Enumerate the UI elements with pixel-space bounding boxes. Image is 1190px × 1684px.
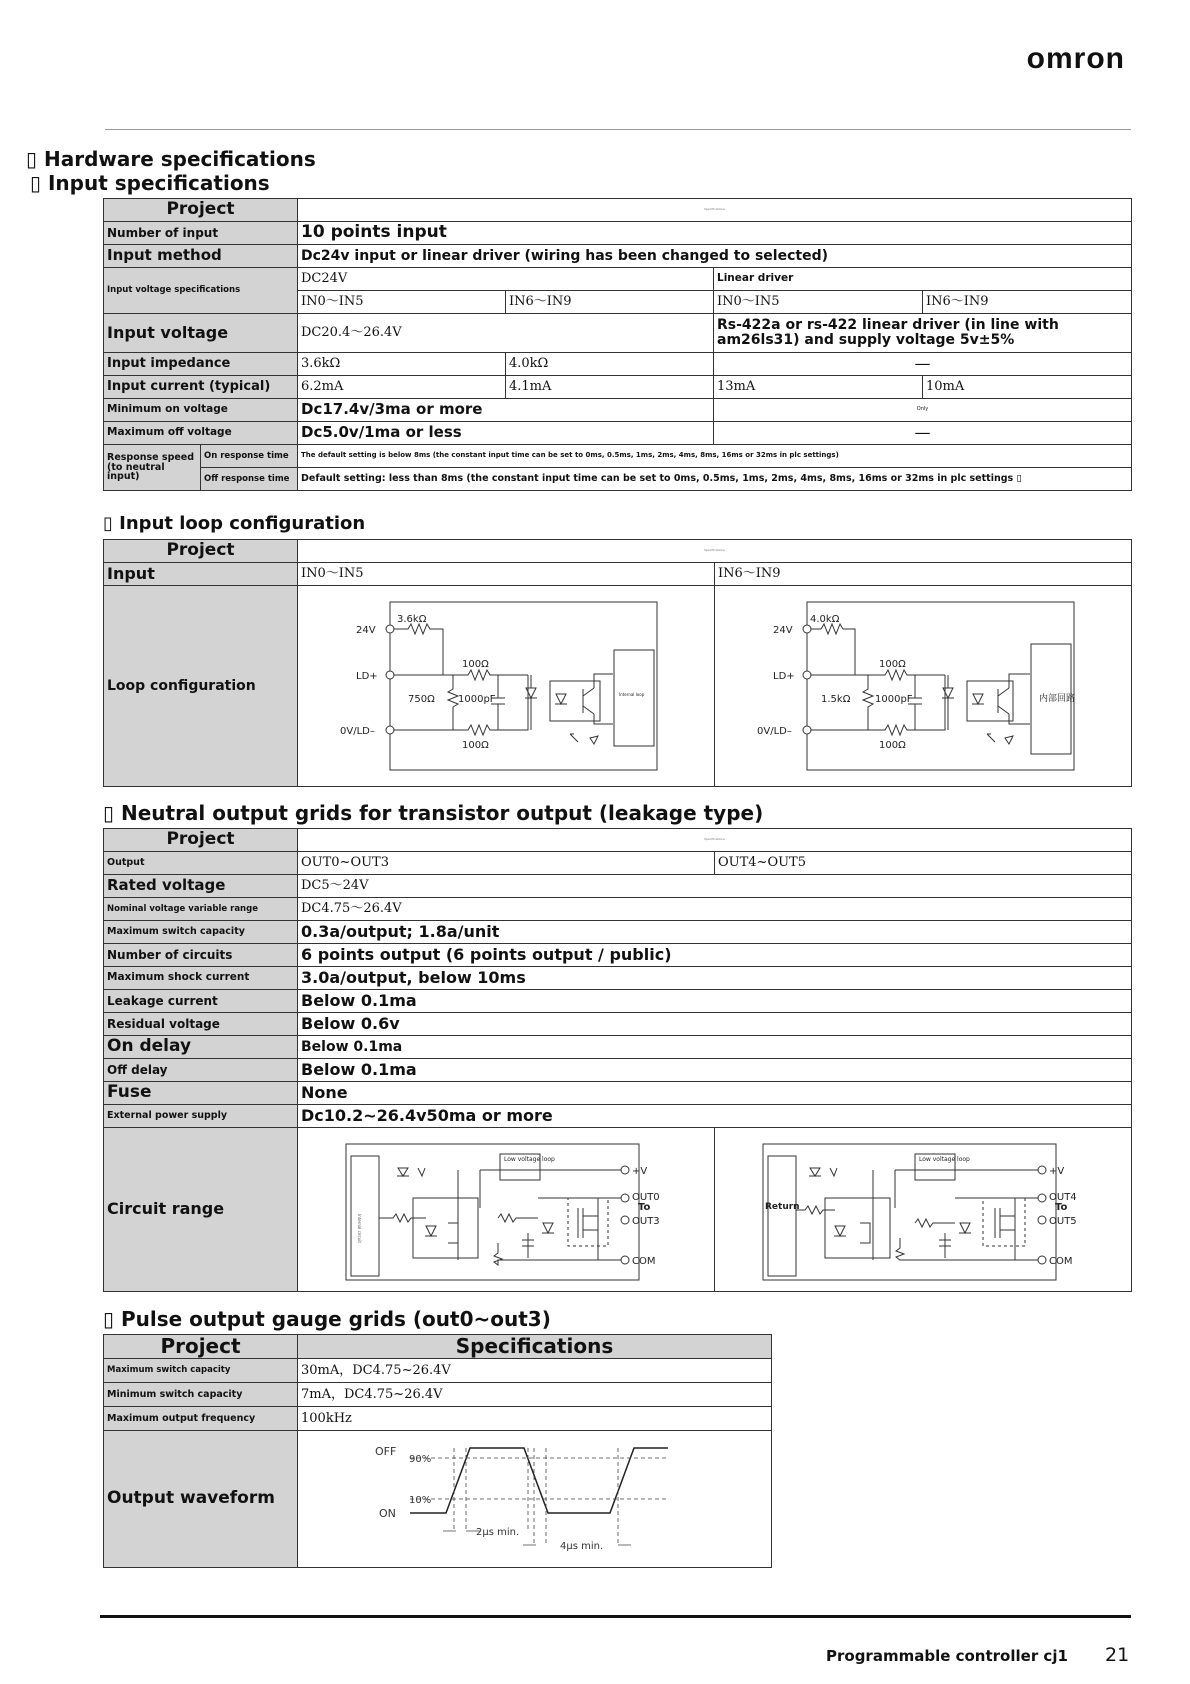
input-method-label: Input method: [104, 245, 298, 268]
oc1-com: COM: [632, 1256, 656, 1267]
oc2-to: To: [1055, 1202, 1068, 1213]
circuit-range-label: Circuit range: [104, 1128, 298, 1292]
output-waveform-label: Output waveform: [104, 1431, 298, 1568]
pulse-max-label: Maximum switch capacity: [104, 1359, 298, 1383]
pulse-min-label: Minimum switch capacity: [104, 1383, 298, 1407]
oc2-return: Return: [765, 1202, 800, 1212]
nominal-range-value: DC4.75～26.4V: [298, 898, 1132, 921]
input-loop-table: [103, 539, 1132, 787]
input-circuit-diagram-1: [298, 586, 713, 782]
input-spec-heading: ▯ Input specifications: [30, 171, 270, 195]
loop-project-header: Project: [104, 540, 298, 563]
input-loop-heading: ▯ Input loop configuration: [103, 513, 366, 534]
pulse-min-value: 7mA，DC4.75~26.4V: [298, 1383, 772, 1407]
wave-90: 90%: [409, 1454, 432, 1465]
pulse-project-header: Project: [104, 1335, 298, 1359]
input-current-label: Input current (typical): [104, 376, 298, 399]
output-circuit-diagram-2: [715, 1128, 1130, 1287]
off-response-label: Off response time: [201, 468, 298, 491]
c1-r-bot: 100Ω: [462, 740, 489, 751]
oc2-out5: OUT5: [1049, 1216, 1077, 1227]
footer-title: Programmable controller cj1: [826, 1647, 1068, 1665]
c1-r-par: 750Ω: [408, 694, 435, 705]
max-off-voltage-value: Dc5.0v/1ma or less: [298, 422, 714, 445]
impedance-b: 4.0kΩ: [506, 353, 714, 376]
off-delay-label: Off delay: [104, 1059, 298, 1082]
pulse-output-table: [103, 1334, 772, 1568]
c2-r-top: 4.0kΩ: [810, 614, 840, 625]
input-voltage-label: Input voltage: [104, 314, 298, 353]
neutral-output-table: [103, 828, 1132, 1292]
dc24v-header: DC24V: [298, 268, 714, 291]
pulse-specs-header: Specifications: [298, 1335, 772, 1359]
output-circuit-diagram-1: [298, 1128, 713, 1287]
loop-config-label: Loop configuration: [104, 586, 298, 787]
external-power-label: External power supply: [104, 1105, 298, 1128]
pulse-max-value: 30mA，DC4.75~26.4V: [298, 1359, 772, 1383]
loop-specs-header: Specifications: [298, 540, 1132, 563]
neutral-specs-header: Specifications: [298, 829, 1132, 852]
wave-off: OFF: [375, 1445, 397, 1458]
pulse-freq-value: 100kHz: [298, 1407, 772, 1431]
off-response-value: Default setting: less than 8ms (the constant input time can be set to 0ms, 0.5ms, 1ms, 2ms, 4ms, 8ms, 16ms or 32ms in plc settings ▯: [298, 468, 1132, 491]
loop-circuit-1: [298, 586, 715, 787]
input-impedance-label: Input impedance: [104, 353, 298, 376]
voltage-spec-label: Input voltage specifications: [104, 268, 298, 314]
external-power-value: Dc10.2~26.4v50ma or more: [298, 1105, 1132, 1128]
wave-t2: 4μs min.: [560, 1541, 604, 1552]
max-off-voltage-linear: —: [714, 422, 1132, 445]
off-delay-value: Below 0.1ma: [298, 1059, 1132, 1082]
footer-divider: [100, 1615, 1131, 1618]
shock-current-value: 3.0a/output, below 10ms: [298, 967, 1132, 990]
header-divider: [105, 129, 1131, 130]
input-method-value: Dc24v input or linear driver (wiring has been changed to selected): [298, 245, 1132, 268]
oc2-vplus: +V: [1049, 1166, 1065, 1177]
c1-r-mid: 100Ω: [462, 659, 489, 670]
neutral-project-header: Project: [104, 829, 298, 852]
page-number: 21: [1105, 1644, 1130, 1666]
current-c: 13mA: [714, 376, 923, 399]
residual-voltage-label: Residual voltage: [104, 1013, 298, 1036]
c2-internal: 内部回路: [1039, 694, 1076, 704]
c2-ldplus: LD+: [773, 671, 795, 682]
max-switch-value: 0.3a/output; 1.8a/unit: [298, 921, 1132, 944]
rated-voltage-label: Rated voltage: [104, 875, 298, 898]
output-waveform-diagram: [298, 1431, 770, 1563]
loop-input-label: Input: [104, 563, 298, 586]
on-delay-value: Below 0.1ma: [298, 1036, 1132, 1059]
impedance-linear: —: [714, 353, 1132, 376]
input-voltage-linear: Rs-422a or rs-422 linear driver (in line with am26ls31) and supply voltage 5v±5%: [714, 314, 1132, 353]
current-d: 10mA: [923, 376, 1132, 399]
min-on-voltage-note: Only: [714, 399, 1132, 422]
loop-in69: IN6～IN9: [715, 563, 1132, 586]
nominal-range-label: Nominal voltage variable range: [104, 898, 298, 921]
in05-dc: IN0～IN5: [298, 291, 506, 314]
input-circuit-diagram-2: [715, 586, 1130, 782]
c1-24v: 24V: [356, 625, 376, 636]
output-waveform-cell: [298, 1431, 772, 1568]
c1-ovld: 0V/LD–: [340, 726, 375, 737]
loop-circuit-2: [715, 586, 1132, 787]
in69-dc: IN6～IN9: [506, 291, 714, 314]
fuse-value: None: [298, 1082, 1132, 1105]
wave-on: ON: [379, 1507, 396, 1520]
in05-linear: IN0～IN5: [714, 291, 923, 314]
number-of-input-label: Number of input: [104, 222, 298, 245]
max-switch-label: Maximum switch capacity: [104, 921, 298, 944]
on-response-label: On response time: [201, 445, 298, 468]
oc2-low: Low voltage loop: [919, 1156, 970, 1163]
c2-cap: 1000pF: [875, 694, 913, 705]
c1-r-top: 3.6kΩ: [397, 614, 427, 625]
c1-cap: 1000pF: [458, 694, 496, 705]
wave-10: 10%: [409, 1495, 432, 1506]
oc1-low: Low voltage loop: [504, 1156, 555, 1163]
on-response-value: The default setting is below 8ms (the constant input time can be set to 0ms, 0.5ms, 1ms, 2ms, 4ms, 8ms, 16ms or 32ms in plc settings): [298, 445, 1132, 468]
oc1-to: To: [638, 1202, 651, 1213]
in69-linear: IN6～IN9: [923, 291, 1132, 314]
residual-voltage-value: Below 0.6v: [298, 1013, 1132, 1036]
loop-in05: IN0～IN5: [298, 563, 715, 586]
pulse-output-heading: ▯ Pulse output gauge grids (out0~out3): [103, 1307, 551, 1331]
specs-header: Specifications: [298, 199, 1132, 222]
c1-internal: Internal loop: [619, 692, 645, 697]
pulse-freq-label: Maximum output frequency: [104, 1407, 298, 1431]
impedance-a: 3.6kΩ: [298, 353, 506, 376]
circuits-label: Number of circuits: [104, 944, 298, 967]
linear-driver-header: Linear driver: [714, 268, 1132, 291]
leakage-current-value: Below 0.1ma: [298, 990, 1132, 1013]
c2-24v: 24V: [773, 625, 793, 636]
output-circuit-1: [298, 1128, 715, 1292]
c2-r-mid: 100Ω: [879, 659, 906, 670]
circuits-value: 6 points output (6 points output / public): [298, 944, 1132, 967]
oc1-internal: Internal circuit: [357, 1214, 362, 1243]
current-a: 6.2mA: [298, 376, 506, 399]
rated-voltage-value: DC5～24V: [298, 875, 1132, 898]
shock-current-label: Maximum shock current: [104, 967, 298, 990]
neutral-output-heading: ▯ Neutral output grids for transistor output (leakage type): [103, 801, 764, 825]
current-b: 4.1mA: [506, 376, 714, 399]
min-on-voltage-label: Minimum on voltage: [104, 399, 298, 422]
input-spec-table: [103, 198, 1132, 491]
min-on-voltage-value: Dc17.4v/3ma or more: [298, 399, 714, 422]
out03: OUT0~OUT3: [298, 852, 715, 875]
oc2-out4: OUT4: [1049, 1192, 1077, 1203]
input-voltage-dc: DC20.4～26.4V: [298, 314, 714, 353]
output-circuit-2: [715, 1128, 1132, 1292]
output-label: Output: [104, 852, 298, 875]
on-delay-label: On delay: [104, 1036, 298, 1059]
out45: OUT4~OUT5: [715, 852, 1132, 875]
omron-logo: omron: [1026, 42, 1125, 75]
c2-ovld: 0V/LD–: [757, 726, 792, 737]
max-off-voltage-label: Maximum off voltage: [104, 422, 298, 445]
oc1-vplus: +V: [632, 1166, 648, 1177]
oc2-com: COM: [1049, 1256, 1073, 1267]
oc1-out0: OUT0: [632, 1192, 660, 1203]
c2-r-bot: 100Ω: [879, 740, 906, 751]
fuse-label: Fuse: [104, 1082, 298, 1105]
response-speed-label: Response speed (to neutral input): [104, 445, 201, 491]
oc1-out3: OUT3: [632, 1216, 660, 1227]
c2-r-par: 1.5kΩ: [821, 694, 851, 705]
project-header: Project: [104, 199, 298, 222]
c1-ldplus: LD+: [356, 671, 378, 682]
number-of-input-value: 10 points input: [298, 222, 1132, 245]
wave-t1: 2μs min.: [476, 1527, 520, 1538]
hardware-heading: ▯ Hardware specifications: [26, 147, 316, 171]
leakage-current-label: Leakage current: [104, 990, 298, 1013]
